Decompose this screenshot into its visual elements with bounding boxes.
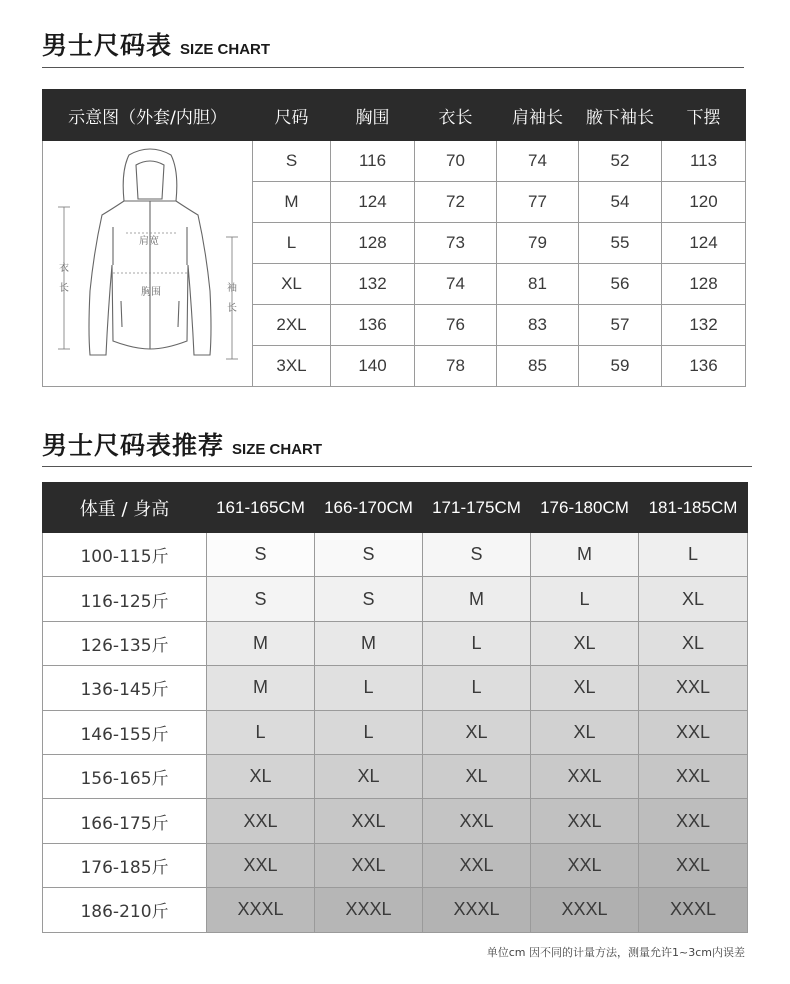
recommended-size-cell: XL (423, 754, 531, 798)
recommended-size-cell: XXL (639, 666, 748, 710)
table-row (43, 843, 748, 887)
recommended-size-cell: S (207, 577, 315, 621)
recommended-size-cell: M (315, 621, 423, 665)
height-range-header: 181-185CM (639, 483, 748, 533)
size-cell: S (253, 141, 331, 182)
recommended-size-cell: L (315, 666, 423, 710)
weight-range-cell: 116-125斤 (43, 577, 207, 621)
measure-cell: 72 (415, 182, 497, 223)
recommended-size-cell: XXL (531, 754, 639, 798)
height-range-header: 166-170CM (315, 483, 423, 533)
recommended-size-cell: S (315, 533, 423, 577)
measure-cell: 57 (579, 305, 662, 346)
measure-cell: 85 (497, 346, 579, 387)
recommended-size-cell: XXL (639, 754, 748, 798)
measure-cell: 132 (662, 305, 746, 346)
title-divider (42, 466, 752, 467)
size-cell: 2XL (253, 305, 331, 346)
height-range-header: 176-180CM (531, 483, 639, 533)
measure-cell: 128 (331, 223, 415, 264)
recommended-size-cell: XXL (423, 799, 531, 843)
weight-range-cell: 100-115斤 (43, 533, 207, 577)
recommended-size-cell: XXXL (423, 888, 531, 932)
height-range-header: 171-175CM (423, 483, 531, 533)
recommended-size-cell: M (423, 577, 531, 621)
header-cell: 腋下袖长 (579, 90, 662, 141)
table-row (43, 141, 746, 182)
measure-cell: 55 (579, 223, 662, 264)
measure-cell: 132 (331, 264, 415, 305)
recommended-size-cell: L (207, 710, 315, 754)
recommended-size-cell: XXL (423, 843, 531, 887)
diagram-label-chest: 胸围 (140, 287, 161, 298)
measure-cell: 83 (497, 305, 579, 346)
height-range-header: 161-165CM (207, 483, 315, 533)
measure-cell: 140 (331, 346, 415, 387)
size-cell: L (253, 223, 331, 264)
measurement-footnote: 单位cm 因不同的计量方法，测量允许1~3cm内误差 (486, 946, 745, 959)
header-cell: 肩袖长 (497, 90, 579, 141)
measure-cell: 79 (497, 223, 579, 264)
table-header-row (43, 483, 748, 533)
recommend-chart-title (42, 426, 322, 462)
recommended-size-cell: M (207, 621, 315, 665)
recommended-size-cell: XXL (207, 799, 315, 843)
measure-cell: 136 (662, 346, 746, 387)
recommended-size-cell: XL (207, 754, 315, 798)
recommended-size-cell: XXL (639, 799, 748, 843)
measure-cell: 113 (662, 141, 746, 182)
size-measurement-table (42, 89, 746, 387)
measure-cell: 52 (579, 141, 662, 182)
measure-cell: 56 (579, 264, 662, 305)
recommended-size-cell: XXL (531, 843, 639, 887)
recommended-size-cell: M (531, 533, 639, 577)
size-chart-title-en: SIZE CHART (180, 41, 271, 58)
recommended-size-cell: S (207, 533, 315, 577)
recommended-size-cell: L (423, 666, 531, 710)
header-cell: 下摆 (662, 90, 746, 141)
recommended-size-cell: L (639, 533, 748, 577)
table-row (43, 710, 748, 754)
recommended-size-cell: XXL (207, 843, 315, 887)
recommended-size-cell: XL (531, 621, 639, 665)
recommended-size-cell: S (423, 533, 531, 577)
table-row (43, 621, 748, 665)
title-divider (42, 67, 744, 68)
size-cell: XL (253, 264, 331, 305)
weight-range-cell: 156-165斤 (43, 754, 207, 798)
recommended-size-cell: L (531, 577, 639, 621)
measure-cell: 70 (415, 141, 497, 182)
measure-cell: 74 (497, 141, 579, 182)
header-cell: 尺码 (253, 90, 331, 141)
measure-cell: 116 (331, 141, 415, 182)
jacket-diagram-icon (44, 141, 252, 381)
recommended-size-cell: XL (531, 710, 639, 754)
weight-range-cell: 126-135斤 (43, 621, 207, 665)
measure-cell: 136 (331, 305, 415, 346)
measure-cell: 77 (497, 182, 579, 223)
recommended-size-cell: XXL (315, 799, 423, 843)
recommended-size-cell: XL (639, 621, 748, 665)
recommend-chart-title-cn: 男士尺码表推荐 (42, 431, 225, 460)
size-chart-title-cn: 男士尺码表 (42, 31, 173, 60)
recommended-size-cell: XXL (315, 843, 423, 887)
measure-cell: 128 (662, 264, 746, 305)
measure-cell: 74 (415, 264, 497, 305)
measure-cell: 124 (662, 223, 746, 264)
recommended-size-cell: S (315, 577, 423, 621)
measure-cell: 120 (662, 182, 746, 223)
diagram-label-shoulder: 肩宽 (138, 236, 159, 247)
recommended-size-cell: M (207, 666, 315, 710)
size-recommendation-table (42, 482, 748, 933)
measure-cell: 54 (579, 182, 662, 223)
table-row (43, 888, 748, 932)
weight-height-header: 体重 / 身高 (43, 483, 207, 533)
diagram-label-sleeve: 袖长 (226, 283, 237, 314)
measure-cell: 81 (497, 264, 579, 305)
recommended-size-cell: L (315, 710, 423, 754)
weight-range-cell: 136-145斤 (43, 666, 207, 710)
table-row (43, 533, 748, 577)
jacket-diagram-cell (43, 141, 253, 387)
table-row (43, 799, 748, 843)
weight-range-cell: 146-155斤 (43, 710, 207, 754)
header-cell: 衣长 (415, 90, 497, 141)
recommended-size-cell: L (423, 621, 531, 665)
recommended-size-cell: XXL (639, 843, 748, 887)
measure-cell: 78 (415, 346, 497, 387)
table-row (43, 666, 748, 710)
size-cell: M (253, 182, 331, 223)
recommended-size-cell: XXXL (315, 888, 423, 932)
recommended-size-cell: XXXL (531, 888, 639, 932)
size-cell: 3XL (253, 346, 331, 387)
recommended-size-cell: XXL (531, 799, 639, 843)
measure-cell: 73 (415, 223, 497, 264)
measure-cell: 124 (331, 182, 415, 223)
header-cell: 胸围 (331, 90, 415, 141)
diagram-label-length: 衣长 (58, 263, 69, 294)
weight-range-cell: 166-175斤 (43, 799, 207, 843)
recommended-size-cell: XL (639, 577, 748, 621)
recommended-size-cell: XL (315, 754, 423, 798)
table-row (43, 577, 748, 621)
weight-range-cell: 186-210斤 (43, 888, 207, 932)
recommended-size-cell: XXL (639, 710, 748, 754)
measure-cell: 76 (415, 305, 497, 346)
recommend-chart-title-en: SIZE CHART (232, 441, 323, 458)
table-row (43, 754, 748, 798)
size-chart-title (42, 26, 270, 62)
table-header-row (43, 90, 746, 141)
measure-cell: 59 (579, 346, 662, 387)
recommended-size-cell: XL (423, 710, 531, 754)
recommended-size-cell: XXXL (207, 888, 315, 932)
recommended-size-cell: XL (531, 666, 639, 710)
weight-range-cell: 176-185斤 (43, 843, 207, 887)
header-cell: 示意图（外套/内胆） (43, 90, 253, 141)
recommended-size-cell: XXXL (639, 888, 748, 932)
